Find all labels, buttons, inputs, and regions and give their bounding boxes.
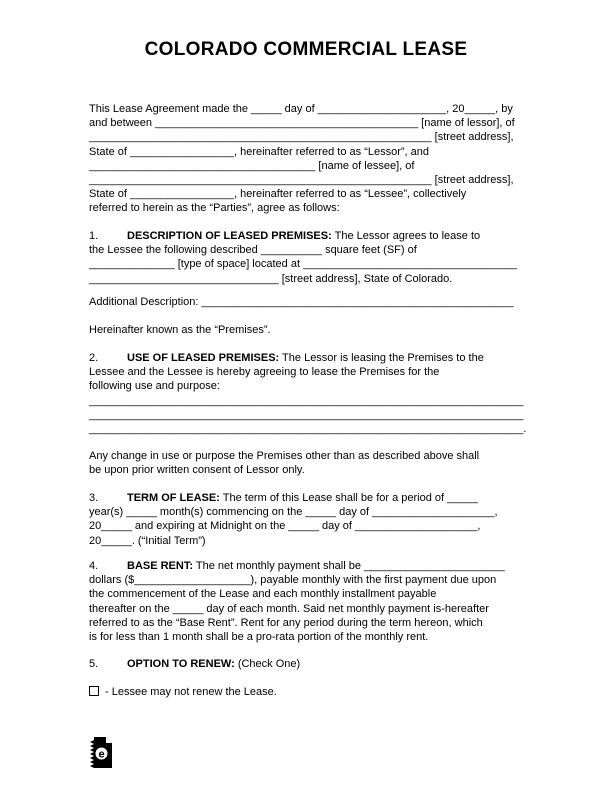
text-line: _______________________________________________________________________ xyxy=(89,394,524,407)
additional-description-line xyxy=(89,295,589,309)
section-2-body xyxy=(89,365,589,436)
section-1-heading-line xyxy=(89,229,589,243)
section-1-heading: DESCRIPTION OF LEASED PREMISES: xyxy=(127,230,332,242)
section-4-body xyxy=(89,573,589,644)
section-4-number: 4. xyxy=(89,560,99,572)
section-4-heading-line xyxy=(89,559,589,573)
text-line: following use and purpose: xyxy=(89,380,220,393)
section-3-heading-line xyxy=(89,491,589,505)
section-4-heading: BASE RENT: xyxy=(127,560,194,572)
section-5-option-to-renew xyxy=(89,657,589,671)
renew-checkbox[interactable] xyxy=(89,686,99,696)
section-3-first-line-text: The term of this Lease shall be for a period of _____ xyxy=(219,492,478,504)
text-line: ________________________________________________________ [street address], xyxy=(89,173,514,186)
text-line: _______________________________ [street address], State of Colorado. xyxy=(89,272,453,285)
text-line: and between ___________________________________________ [name of lessor], of xyxy=(89,117,515,130)
section-3-term xyxy=(89,491,589,548)
eforms-logo-letter: e xyxy=(98,748,105,761)
section-5-heading-line xyxy=(89,657,589,671)
text-line: is for less than 1 month shall be a pro-rata portion of the monthly rent. xyxy=(89,630,429,643)
section-1-body xyxy=(89,243,589,286)
text-line: _______________________________________________________________________ xyxy=(89,408,524,421)
text-line: State of _________________, hereinafter referred to as “Lessee”, collectively xyxy=(89,188,467,201)
text-line: 20_____ and expiring at Midnight on the _____ day of ____________________, xyxy=(89,520,481,533)
text-line: referred to as the “Base Rent”. Rent for any period during the term hereon, which xyxy=(89,616,483,629)
text-line: Lessee and the Lessee is hereby agreeing to lease the Premises for the xyxy=(89,366,440,379)
section-3-heading: TERM OF LEASE: xyxy=(127,492,220,504)
eforms-logo-icon xyxy=(90,737,112,768)
document-title: COLORADO COMMERCIAL LEASE xyxy=(144,39,468,60)
section-2-heading-line xyxy=(89,351,589,365)
section-5-number: 5. xyxy=(89,658,99,670)
text-line: dollars ($___________________), payable monthly with the first payment due upon xyxy=(89,574,497,587)
text-line: State of _________________, hereinafter referred to as “Lessor”, and xyxy=(89,145,430,158)
intro-paragraph xyxy=(89,102,589,216)
renew-option-row xyxy=(89,685,589,699)
section-2-number: 2. xyxy=(89,352,99,364)
section-3-number: 3. xyxy=(89,492,99,504)
section-1-description xyxy=(89,229,589,286)
renew-option-line xyxy=(89,685,589,699)
section-5-first-line-text: (Check One) xyxy=(234,658,301,670)
text-line: 20_____. (“Initial Term”) xyxy=(89,534,206,547)
section-5-heading: OPTION TO RENEW: xyxy=(127,658,235,670)
text-line: Any change in use or purpose the Premises other than as described above shall xyxy=(89,450,480,462)
text-line: referred to herein as the “Parties”, agree as follows: xyxy=(89,202,340,215)
text-line: This Lease Agreement made the _____ day of _____________________, 20_____, by xyxy=(89,103,513,115)
text-line: Hereinafter known as the “Premises”. xyxy=(89,324,271,336)
section-3-body xyxy=(89,505,589,548)
section-2-use xyxy=(89,351,589,436)
section-1-number: 1. xyxy=(89,230,99,242)
premises-note-line xyxy=(89,323,589,337)
section-1-first-line-text: The Lessor agrees to lease to xyxy=(331,230,481,242)
text-line: Additional Description: ___________________________________________________ xyxy=(89,296,514,308)
text-line: thereafter on the _____ day of each month. Said net monthly payment is-hereafter xyxy=(89,602,489,615)
text-line: _______________________________________________________________________. xyxy=(89,422,527,435)
section-4-first-line-text: The net monthly payment shall be _______________________ xyxy=(193,560,505,572)
text-line: year(s) _____ month(s) commencing on the _____ day of ____________________, xyxy=(89,506,498,519)
text-line: ______________ [type of space] located at ___________________________________ xyxy=(89,258,518,271)
text-line: _____________________________________ [name of lessee], of xyxy=(89,159,415,172)
section-2-heading: USE OF LEASED PREMISES: xyxy=(127,352,280,364)
text-line: be upon prior written consent of Lessor only. xyxy=(89,464,305,477)
text-line: ________________________________________________________ [street address], xyxy=(89,131,514,144)
text-line: the commencement of the Lease and each monthly installment payable xyxy=(89,588,437,601)
text-line: the Lessee the following described __________ square feet (SF) of xyxy=(89,244,417,257)
section-2-first-line-text: The Lessor is leasing the Premises to the xyxy=(279,352,484,364)
use-change-note xyxy=(89,449,589,477)
renew-checkbox-label: - Lessee may not renew the Lease. xyxy=(105,686,277,698)
section-4-base-rent xyxy=(89,559,589,644)
